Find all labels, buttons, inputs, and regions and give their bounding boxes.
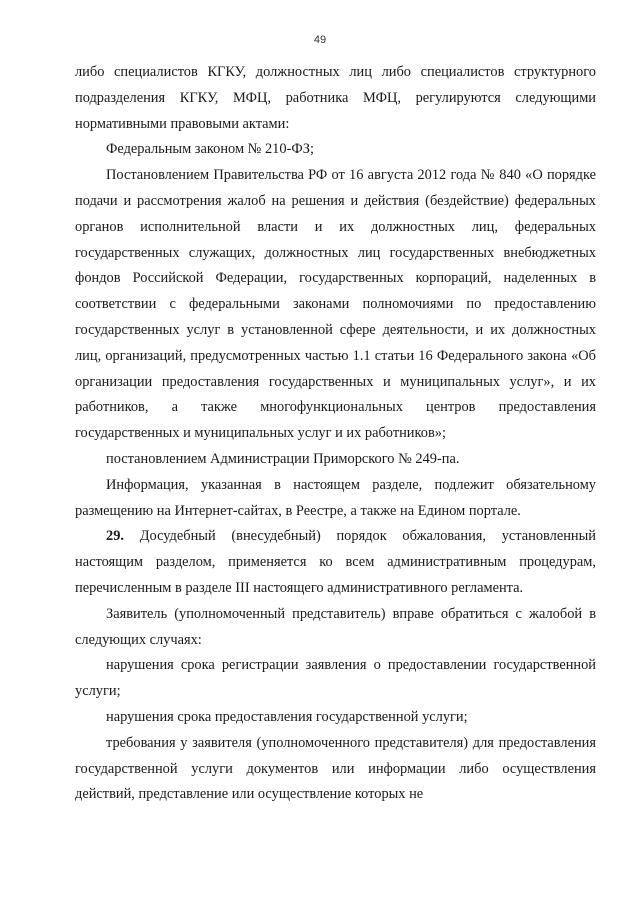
page-number: 49 (313, 34, 327, 46)
paragraph-law-210: Федеральным законом № 210-ФЗ; (106, 141, 314, 158)
item-29-text: Досудебный (внесудебный) порядок обжалования, установленный настоящим разделом, применяется ко всем административным процедурам, перечисленным в разделе III настоящего административного регламента. (75, 528, 596, 596)
paragraph-continuation: либо специалистов КГКУ, должностных лиц либо специалистов структурного подразделения КГКУ, МФЦ, работника МФЦ, регулируются следующими нормативными правовыми актами: (75, 64, 596, 132)
paragraph-resolution-840: Постановлением Правительства РФ от 16 августа 2012 года № 840 «О порядке подачи и рассмотрения жалоб на решения и действия (бездействие) федеральных органов исполнительной власти и их должностных лиц, федеральных государственных служащих, должностных лиц государственных внебюджетных фондов Российской Федерации, государственных корпораций, наделенных в соответствии с федеральными законами полномочиями по предоставлению государственных услуг в установленной сфере деятельности, и их должностных лиц, организаций, предусмотренных частью 1.1 статьи 16 Федерального закона «Об организации предоставления государственных и муниципальных услуг», и их работников, а также многофункциональных центров предоставления государственных и муниципальных услуг и их работников»; (75, 167, 596, 442)
item-number: 29. (106, 528, 124, 545)
paragraph-item-29 (75, 524, 596, 601)
document-body (75, 60, 596, 808)
paragraph-complaint-cases: Заявитель (уполномоченный представитель) вправе обратиться с жалобой в следующих случаях: (75, 605, 596, 648)
paragraph-document-requirement: требования у заявителя (уполномоченного представителя) для предоставления государственной услуги документов или информации либо осуществления действий, представление или осуществление которых не (75, 734, 596, 803)
paragraph-registration-violation: нарушения срока регистрации заявления о предоставлении государственной услуги; (75, 657, 596, 700)
paragraph-information-placement: Информация, указанная в настоящем разделе, подлежит обязательному размещению на Интернет-сайтах, в Реестре, а также на Едином портале. (75, 476, 596, 519)
paragraph-resolution-249: постановлением Администрации Приморского № 249-па. (106, 450, 460, 467)
paragraph-service-term-violation: нарушения срока предоставления государственной услуги; (106, 708, 468, 725)
